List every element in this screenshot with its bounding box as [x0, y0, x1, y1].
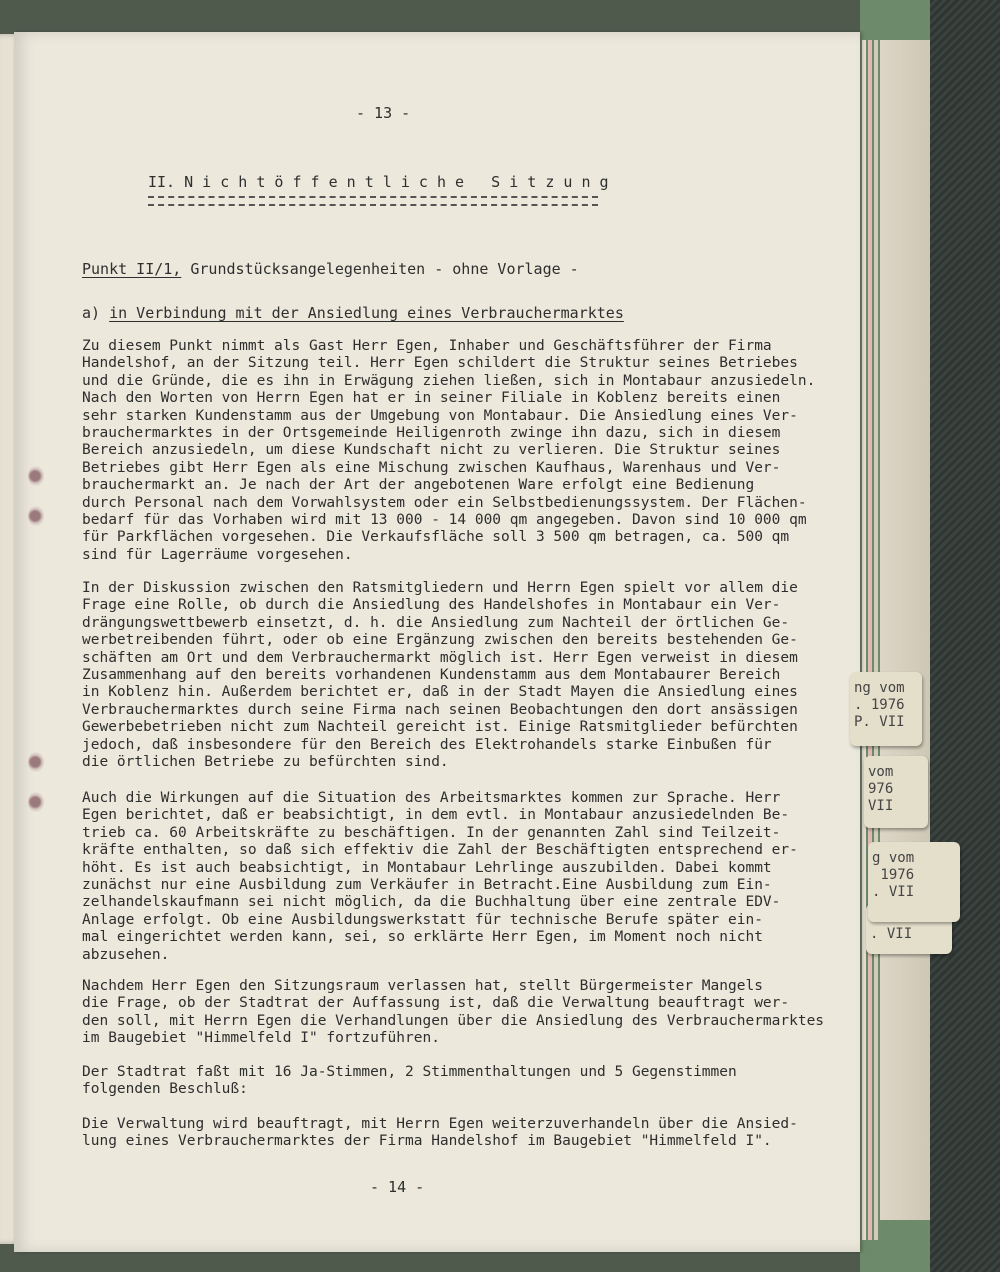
- text-line: Frage eine Rolle, ob durch die Ansiedlung des Handelshofes in Montabaur ein Ver-: [82, 597, 781, 614]
- paragraph-4: [82, 978, 825, 1048]
- text-line: werbetreibenden führt, oder ob eine Ergänzung zwischen den bereits bestehenden Ge-: [82, 632, 798, 649]
- tab-line: . VII: [872, 884, 915, 900]
- text-line: Anlage erfolgt. Ob eine Ausbildungswerkstatt für technische Berufe später ein-: [82, 911, 763, 928]
- tab-line: vom: [868, 764, 894, 780]
- page-number-top: - 13 -: [356, 104, 411, 122]
- binder-spine: [930, 0, 1000, 1272]
- subheading: [82, 304, 624, 322]
- item-heading-label: Punkt II/1,: [82, 260, 182, 278]
- text-line: Nachdem Herr Egen den Sitzungsraum verlassen hat, stellt Bürgermeister Mangels: [82, 978, 763, 994]
- text-line: Bereich anzusiedeln, um diese Kundschaft nicht zu verlieren. Die Struktur seines: [82, 442, 781, 459]
- text-line: lung eines Verbrauchermarktes der Firma Handelshof im Baugebiet "Himmelfeld I".: [82, 1133, 772, 1150]
- text-line: Zusammenhang auf den bereits vorhandenen Kundenstamm aus dem Montabaurer Bereich: [82, 667, 781, 684]
- text-line: In der Diskussion zwischen den Ratsmitgliedern und Herrn Egen spielt vor allem die: [82, 580, 798, 596]
- page-number-bottom: - 14 -: [370, 1178, 425, 1196]
- text-line: im Baugebiet "Himmelfeld I" fortzuführen.: [82, 1030, 440, 1047]
- text-line: Die Verwaltung wird beauftragt, mit Herrn Egen weiterzuverhandeln über die Ansied-: [82, 1116, 798, 1132]
- text-line: Gewerbebetrieben nicht zum Nachteil gereicht ist. Einige Ratsmitglieder befürchten: [82, 719, 798, 736]
- text-line: zelhandelskaufmann sei nicht möglich, da die Buchhaltung über eine zentrale EDV-: [82, 894, 781, 911]
- paragraph-3: [82, 790, 822, 964]
- text-line: die örtlichen Betriebe zu befürchten sind.: [82, 754, 449, 771]
- page-stack-edge: [868, 40, 872, 1240]
- text-line: Verbrauchermarktes durch seine Firma nach seinen Beobachtungen den dort ansässigen: [82, 701, 798, 718]
- title-double-rule: [148, 196, 598, 206]
- tab-line: . 1976: [854, 697, 905, 713]
- text-line: jedoch, daß insbesondere für den Bereich des Elektrohandels starke Einbußen für: [82, 736, 772, 753]
- text-line: zunächst nur eine Ausbildung zum Verkäufer in Betracht.Eine Ausbildung zum Ein-: [82, 877, 772, 894]
- text-line: den soll, mit Herrn Egen die Verhandlungen über die Ansiedlung des Verbrauchermarktes: [82, 1012, 825, 1029]
- section-title: II. N i c h t ö f f e n t l i c h e S i t z u n g: [148, 173, 609, 191]
- text-line: in Koblenz hin. Außerdem berichtet er, daß in der Stadt Mayen die Ansiedlung eines: [82, 684, 798, 701]
- punch-hole: [28, 506, 44, 526]
- text-line: drängungswettbewerb einsetzt, d. h. die Ansiedlung zum Nachteil der örtlichen Ge-: [82, 614, 790, 631]
- index-tab: [868, 842, 960, 922]
- text-line: abzusehen.: [82, 946, 170, 963]
- text-line: kräfte enthalten, so daß sich effektiv die Zahl der Beschäftigten entsprechend er-: [82, 842, 798, 859]
- index-tab: [850, 672, 922, 746]
- text-line: höht. Es ist auch beabsichtigt, in Montabaur Lehrlinge auszubilden. Dabei kommt: [82, 859, 772, 876]
- tab-line: 1976: [872, 867, 915, 883]
- text-line: sehr starken Kundenstamm aus der Umgebung von Montabaur. Die Ansiedlung eines Ver-: [82, 407, 798, 424]
- text-line: Handelshof, an der Sitzung teil. Herr Egen schildert die Struktur seines Betriebes: [82, 355, 798, 372]
- tab-line: VII: [868, 798, 894, 814]
- tab-line: g vom: [872, 850, 915, 866]
- text-line: folgenden Beschluß:: [82, 1081, 248, 1098]
- item-heading-text: Grundstücksangelegenheiten - ohne Vorlage -: [181, 260, 579, 278]
- paragraph-5: [82, 1064, 822, 1099]
- subheading-prefix: a): [82, 304, 110, 322]
- text-line: sind für Lagerräume vorgesehen.: [82, 546, 353, 563]
- text-line: Nach den Worten von Herrn Egen hat er in seiner Filiale in Koblenz bereits einen: [82, 390, 781, 407]
- text-line: durch Personal nach dem Vorwahlsystem oder ein Selbstbedienungssystem. Der Flächen-: [82, 494, 807, 511]
- text-line: Betriebes gibt Herr Egen als eine Mischung zwischen Kaufhaus, Warenhaus und Ver-: [82, 459, 781, 476]
- paragraph-6: [82, 1116, 822, 1151]
- page-stack-edge: [874, 40, 878, 1240]
- tab-line: . VII: [870, 926, 913, 942]
- text-line: Auch die Wirkungen auf die Situation des Arbeitsmarktes kommen zur Sprache. Herr: [82, 790, 781, 806]
- paragraph-2: [82, 580, 822, 771]
- text-line: für Parkflächen vorgesehen. Die Verkaufsfläche soll 3 500 qm betragen, ca. 500 qm: [82, 529, 790, 546]
- text-line: bedarf für das Vorhaben wird mit 13 000 - 14 000 qm angegeben. Davon sind 10 000 qm: [82, 512, 807, 529]
- text-line: und die Gründe, die es ihn in Erwägung ziehen ließen, sich in Montabaur anzusiedeln.: [82, 372, 816, 389]
- page-stack-edge: [862, 40, 866, 1240]
- punch-hole: [28, 466, 44, 486]
- text-line: Egen berichtet, daß er beabsichtigt, in dem evtl. in Montabaur anzusiedelnden Be-: [82, 807, 790, 824]
- index-tab: [864, 756, 928, 828]
- text-line: Der Stadtrat faßt mit 16 Ja-Stimmen, 2 Stimmenthaltungen und 5 Gegenstimmen: [82, 1064, 737, 1080]
- text-line: brauchermarktes in der Ortsgemeinde Heiligenroth zwinge ihn dazu, sich in diesem: [82, 425, 781, 442]
- subheading-text: in Verbindung mit der Ansiedlung eines Verbrauchermarktes: [109, 304, 624, 322]
- text-line: brauchermarkt an. Je nach der Art der angebotenen Ware erfolgt eine Bedienung: [82, 477, 755, 494]
- text-line: die Frage, ob der Stadtrat der Auffassung ist, daß die Verwaltung beauftragt wer-: [82, 995, 790, 1012]
- tab-line: P. VII: [854, 714, 905, 730]
- text-line: schäften am Ort und dem Verbrauchermarkt möglich ist. Herr Egen verweist in diesem: [82, 649, 798, 666]
- page-stack: [880, 40, 930, 1220]
- punch-hole: [28, 792, 44, 812]
- item-heading: [82, 260, 579, 278]
- text-line: Zu diesem Punkt nimmt als Gast Herr Egen, Inhaber und Geschäftsführer der Firma: [82, 338, 772, 354]
- text-line: trieb ca. 60 Arbeitskräfte zu beschäftigen. In der genannten Zahl sind Teilzeit-: [82, 824, 781, 841]
- tab-line: 976: [868, 781, 894, 797]
- punch-hole: [28, 752, 44, 772]
- paragraph-1: [82, 338, 822, 564]
- tab-line: ng vom: [854, 680, 905, 696]
- text-line: mal eingerichtet werden kann, sei, so erklärte Herr Egen, im Moment noch nicht: [82, 929, 763, 946]
